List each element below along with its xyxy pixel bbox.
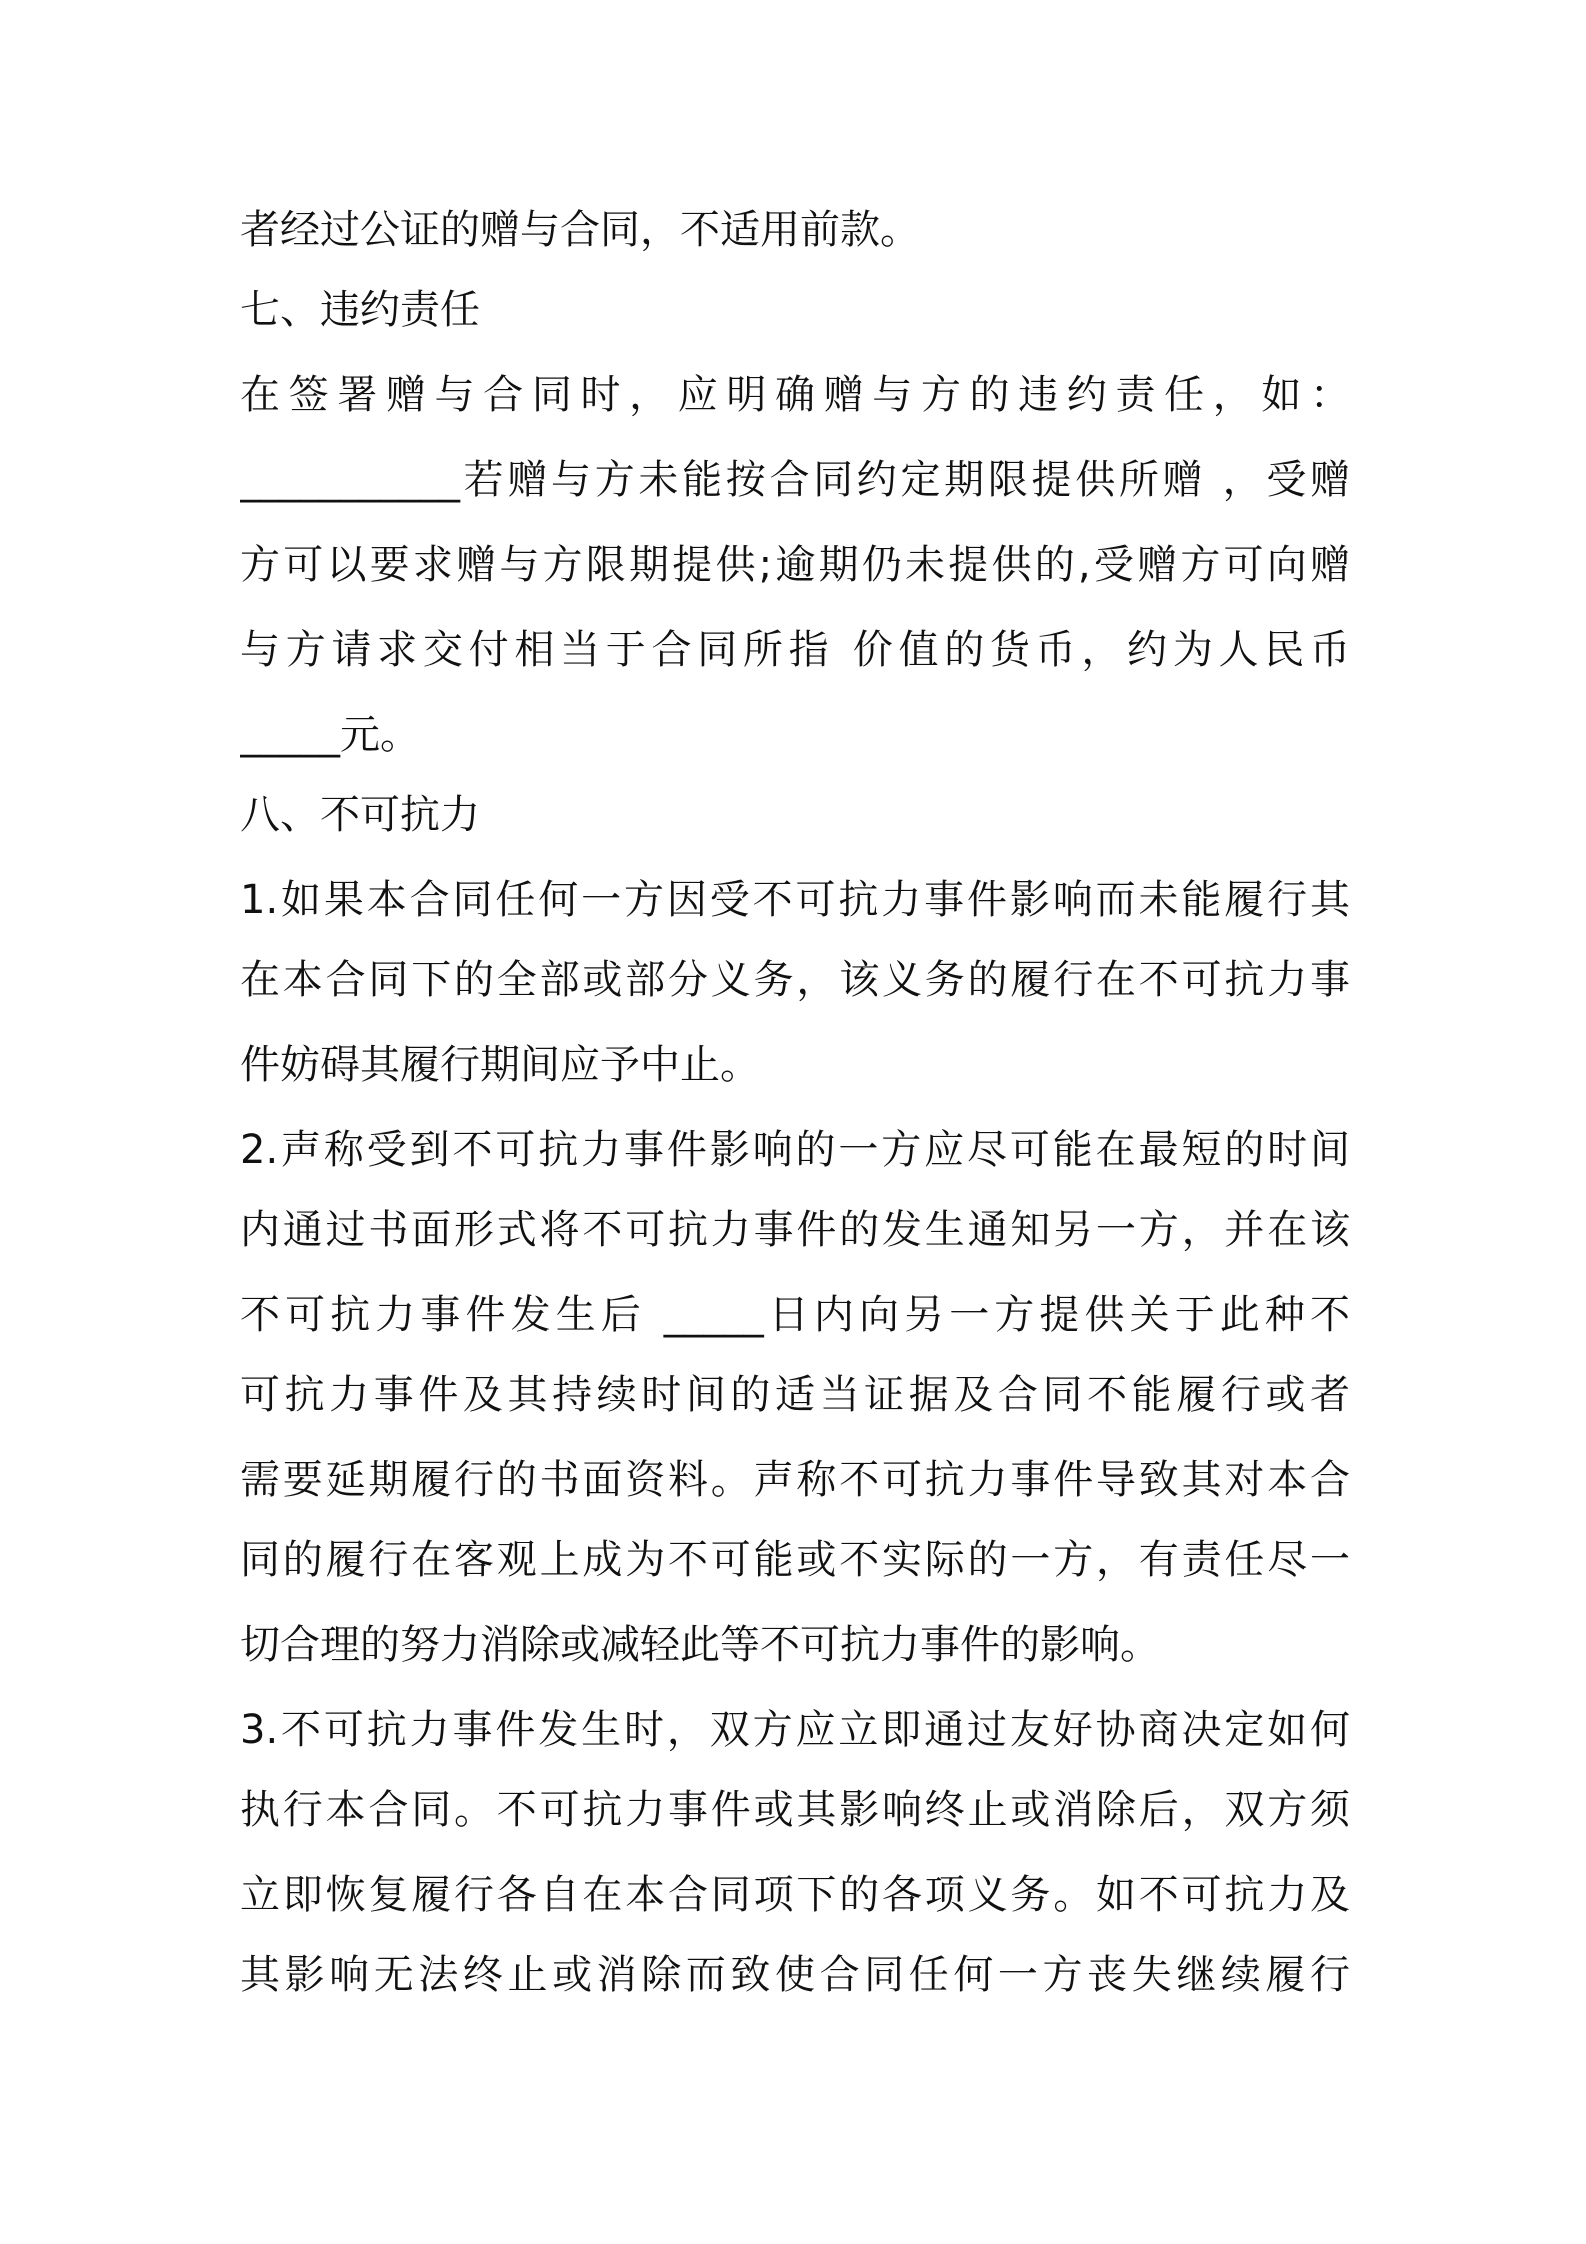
paragraph-line: _____元。: [240, 712, 420, 758]
paragraph-line: 3.不可抗力事件发生时，双方应立即通过友好协商决定如何: [240, 1707, 1350, 1753]
paragraph-line: 不可抗力事件发生后 _____日内向另一方提供关于此种不: [240, 1292, 1350, 1338]
paragraph-line: 执行本合同。不可抗力事件或其影响终止或消除后，双方须: [240, 1787, 1350, 1833]
paragraph-line: 可抗力事件及其持续时间的适当证据及合同不能履行或者: [240, 1372, 1350, 1418]
paragraph-line: 需要延期履行的书面资料。声称不可抗力事件导致其对本合: [240, 1457, 1350, 1503]
paragraph-line: 与方请求交付相当于合同所指 价值的货币，约为人民币: [240, 627, 1350, 673]
paragraph-line: ___________若赠与方未能按合同约定期限提供所赠 ，受赠: [240, 457, 1350, 503]
paragraph-line: 方可以要求赠与方限期提供;逾期仍未提供的,受赠方可向赠: [240, 542, 1350, 588]
section-heading-force-majeure: 八、不可抗力: [240, 792, 480, 838]
paragraph-line: 内通过书面形式将不可抗力事件的发生通知另一方，并在该: [240, 1207, 1350, 1253]
paragraph-line: 在本合同下的全部或部分义务，该义务的履行在不可抗力事: [240, 957, 1350, 1003]
paragraph-line: 件妨碍其履行期间应予中止。: [240, 1042, 760, 1088]
paragraph-line: 在签署赠与合同时，应明确赠与方的违约责任，如：: [240, 372, 1350, 418]
paragraph-line: 1.如果本合同任何一方因受不可抗力事件影响而未能履行其: [240, 877, 1350, 923]
section-heading-breach-liability: 七、违约责任: [240, 287, 480, 333]
paragraph-line: 切合理的努力消除或减轻此等不可抗力事件的影响。: [240, 1622, 1160, 1668]
paragraph-line: 2.声称受到不可抗力事件影响的一方应尽可能在最短的时间: [240, 1127, 1350, 1173]
paragraph-line: 同的履行在客观上成为不可能或不实际的一方，有责任尽一: [240, 1537, 1350, 1583]
paragraph-line: 其影响无法终止或消除而致使合同任何一方丧失继续履行: [240, 1952, 1350, 1998]
paragraph-line: 立即恢复履行各自在本合同项下的各项义务。如不可抗力及: [240, 1872, 1350, 1918]
paragraph-line: 者经过公证的赠与合同，不适用前款。: [240, 207, 920, 253]
